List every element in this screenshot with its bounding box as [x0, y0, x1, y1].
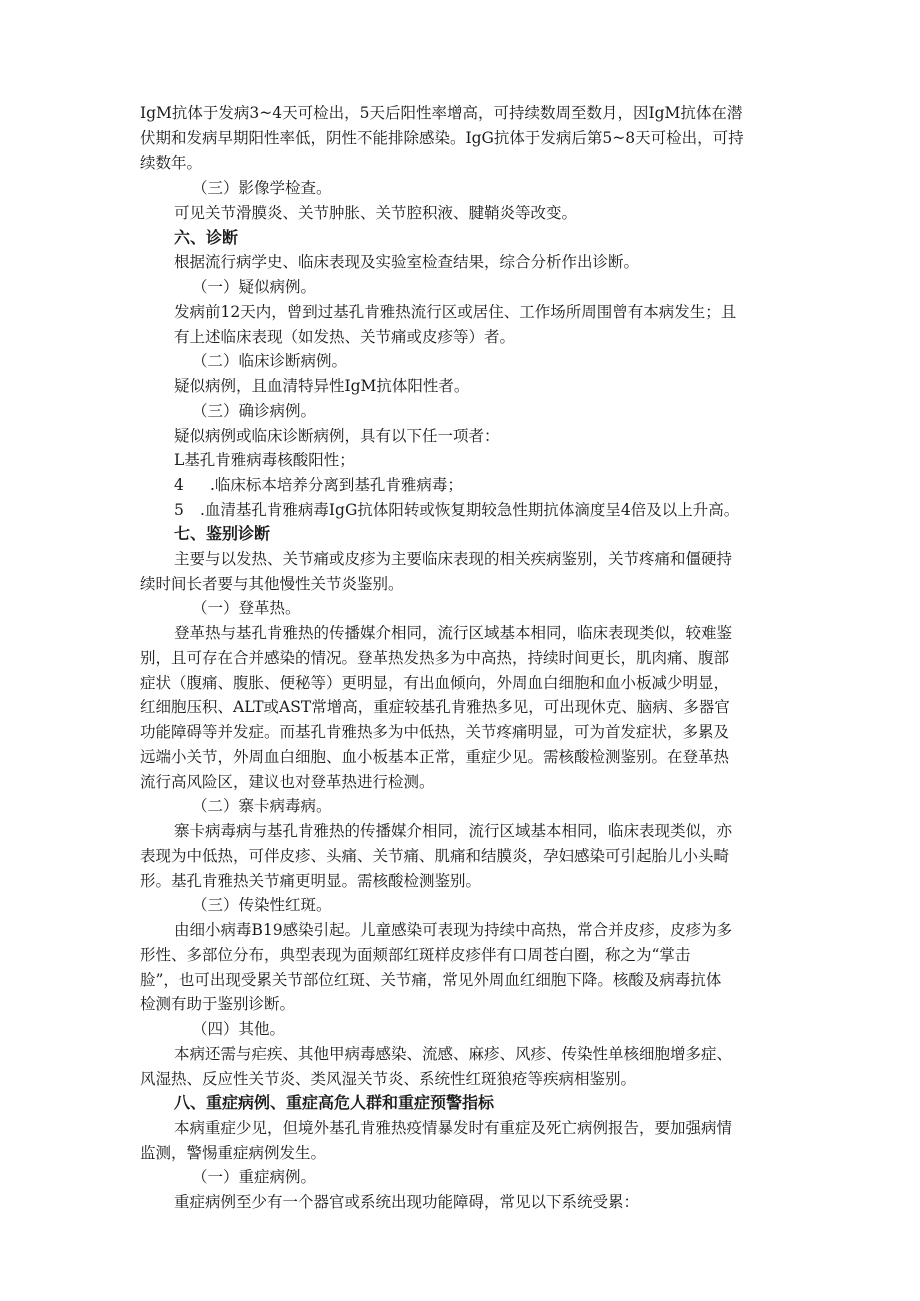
paragraph-line: 流行高风险区，建议也对登革热进行检测。 — [140, 773, 435, 791]
subsection-heading: （三）确诊病例。 — [192, 402, 317, 420]
paragraph-line: 续时间长者要与其他慢性关节炎鉴别。 — [140, 575, 404, 593]
list-number: 5 — [174, 501, 184, 519]
paragraph-line: 本病重症少见，但境外基孔肯雅热疫情暴发时有重症及死亡病例报告，要加强病情 — [174, 1119, 733, 1137]
paragraph-line: 由细小病毒B19感染引起。儿童感染可表现为持续中高热，常合并皮疹，皮疹为多 — [174, 921, 733, 939]
paragraph-line: 有上述临床表现（如发热、关节痛或皮疹等）者。 — [174, 328, 516, 346]
subsection-heading: （一）重症病例。 — [192, 1168, 317, 1186]
paragraph-line: 功能障碍等并发症。而基孔肯雅热多为中低热，关节疼痛明显，可为首发症状，多累及 — [140, 723, 730, 741]
list-item: L基孔肯雅病毒核酸阳性； — [174, 451, 355, 469]
paragraph-line: 形性、多部位分布，典型表现为面颊部红斑样皮疹伴有口周苍白圈，称之为“掌击 — [140, 946, 691, 964]
subsection-heading: （四）其他。 — [192, 1020, 286, 1038]
paragraph-line: 风湿热、反应性关节炎、类风湿关节炎、系统性红斑狼疮等疾病相鉴别。 — [140, 1070, 637, 1088]
paragraph-line: 重症病例至少有一个器官或系统出现功能障碍，常见以下系统受累： — [174, 1193, 640, 1211]
subsection-heading: （一）疑似病例。 — [192, 278, 317, 296]
paragraph-line: 红细胞压积、ALT或AST常增高，重症较基孔肯雅热多见，可出现休克、脑病、多器官 — [140, 698, 730, 716]
list-text: .临床标本培养分离到基孔肯雅病毒； — [210, 476, 463, 494]
paragraph-line: 可见关节滑膜炎、关节肿胀、关节腔积液、腱鞘炎等改变。 — [174, 204, 578, 222]
subsection-heading: （一）登革热。 — [192, 599, 301, 617]
paragraph-line: 寨卡病毒病与基孔肯雅热的传播媒介相同，流行区域基本相同，临床表现类似，亦 — [174, 822, 733, 840]
paragraph-line: 伏期和发病早期阳性率低，阴性不能排除感染。IgG抗体于发病后第5~8天可检出，可持 — [140, 129, 744, 147]
paragraph-line: 疑似病例，且血清特异性IgM抗体阳性者。 — [174, 377, 470, 395]
paragraph-line: 检测有助于鉴别诊断。 — [140, 995, 296, 1013]
paragraph-line: 发病前12天内，曾到过基孔肯雅热流行区或居住、工作场所周围曾有本病发生；且 — [174, 303, 737, 321]
paragraph-line: 别，且可存在合并感染的情况。登革热发热多为中高热，持续时间更长，肌肉痛、腹部 — [140, 649, 730, 667]
paragraph-line: 根据流行病学史、临床表现及实验室检查结果，综合分析作出诊断。 — [174, 253, 640, 271]
subsection-heading: （三）影像学检查。 — [192, 179, 332, 197]
subsection-heading: （二）临床诊断病例。 — [192, 352, 348, 370]
paragraph-line: 症状（腹痛、腹胀、便秘等）更明显，有出血倾向，外周血白细胞和血小板减少明显， — [140, 674, 730, 692]
paragraph-line: 主要与以发热、关节痛或皮疹为主要临床表现的相关疾病鉴别，关节疼痛和僵硬持 — [174, 550, 733, 568]
section-heading: 八、重症病例、重症高危人群和重症预警指标 — [174, 1093, 495, 1112]
list-item — [174, 500, 739, 520]
paragraph-line: 表现为中低热，可伴皮疹、头痛、关节痛、肌痛和结膜炎，孕妇感染可引起胎儿小头畸 — [140, 847, 730, 865]
subsection-heading: （二）寨卡病毒病。 — [192, 797, 332, 815]
paragraph-line: 形。基孔肯雅热关节痛更明显。需核酸检测鉴别。 — [140, 872, 482, 890]
paragraph-line: 本病还需与疟疾、其他甲病毒感染、流感、麻疹、风疹、传染性单核细胞增多症、 — [174, 1045, 733, 1063]
paragraph-line: 脸”，也可出现受累关节部位红斑、关节痛，常见外周血红细胞下降。核酸及病毒抗体 — [140, 971, 722, 989]
paragraph-line: 远端小关节，外周血白细胞、血小板基本正常，重症少见。需核酸检测鉴别。在登革热 — [140, 748, 730, 766]
list-text: .血清基孔肯雅病毒IgG抗体阳转或恢复期较急性期抗体滴度呈4倍及以上升高。 — [200, 501, 740, 519]
paragraph-line: 监测，警惕重症病例发生。 — [140, 1144, 327, 1162]
subsection-heading: （三）传染性红斑。 — [192, 896, 332, 914]
paragraph-line: 疑似病例或临床诊断病例，具有以下任一项者： — [174, 427, 500, 445]
list-item — [174, 475, 463, 495]
paragraph-line: 续数年。 — [140, 154, 203, 172]
section-heading: 六、诊断 — [174, 228, 239, 247]
paragraph-line: 登革热与基孔肯雅热的传播媒介相同，流行区域基本相同，临床表现类似，较难鉴 — [174, 624, 733, 642]
paragraph-line: IgM抗体于发病3~4天可检出，5天后阳性率增高，可持续数周至数月，因IgM抗体在潜 — [140, 104, 743, 122]
section-heading: 七、鉴别诊断 — [174, 524, 271, 543]
list-number: 4 — [174, 476, 184, 494]
